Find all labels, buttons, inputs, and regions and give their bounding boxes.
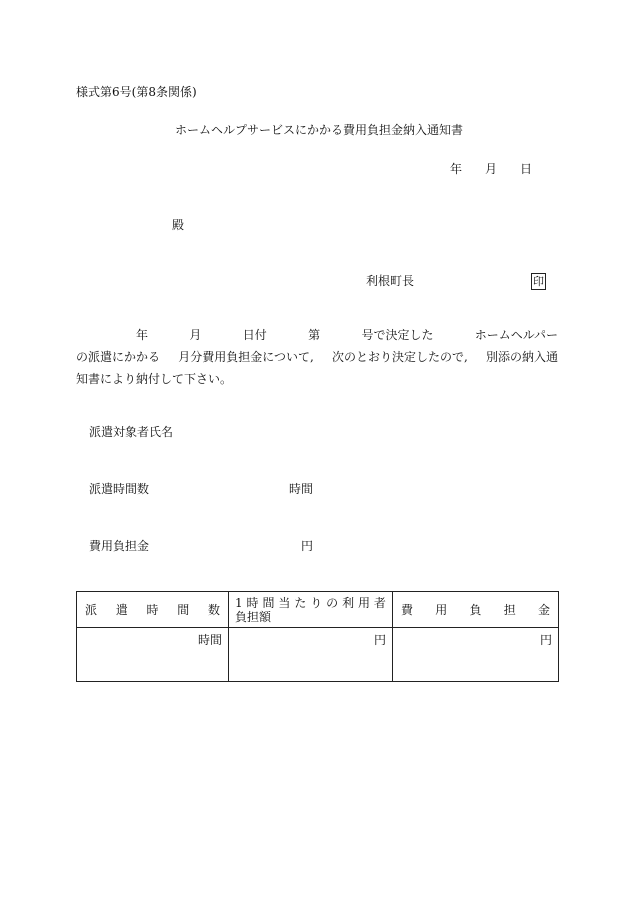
issuer-title: 利根町長	[366, 274, 415, 288]
fee-label: 費用負担金	[89, 539, 150, 553]
body-helper: ホームヘルパー	[474, 328, 558, 342]
fee-unit: 円	[301, 539, 314, 553]
fee-table	[76, 591, 559, 682]
fee-table-value-row	[77, 628, 559, 682]
seal-box: 印	[533, 275, 544, 288]
body-paragraph	[76, 324, 558, 390]
header-hourly-user-charge: 1 時 間 当 た り の 利 用 者 負担額	[229, 592, 393, 628]
dispatch-hours-unit: 時間	[289, 482, 314, 496]
body-number-prefix: 第	[308, 328, 321, 342]
cell-hours: 時間	[77, 628, 229, 682]
issue-date	[450, 161, 532, 177]
date-year: 年	[450, 162, 463, 176]
body-month: 月	[189, 328, 202, 342]
body-attached: 別添の納入通	[485, 350, 558, 364]
body-year: 年	[136, 328, 149, 342]
header-fee-amount: 費 用 負 担 金	[393, 592, 559, 628]
body-line-2	[76, 346, 558, 368]
body-payment-request: 知書により納付して下さい。	[76, 372, 233, 386]
body-decision: 次のとおり決定したので,	[331, 350, 468, 364]
seal-mark	[531, 273, 546, 290]
header-dispatch-hours: 派 遣 時 間 数	[77, 592, 229, 628]
fee-table-header-row	[77, 592, 559, 628]
addressee-suffix: 殿	[172, 218, 185, 232]
dispatch-hours-label: 派遣時間数	[89, 482, 150, 496]
cell-fee-amount: 円	[393, 628, 559, 682]
body-monthly-fee: 月分費用負担金について,	[178, 350, 314, 364]
cell-hourly-charge: 円	[229, 628, 393, 682]
body-dated: 日付	[242, 328, 267, 342]
body-dispatch: の派遣にかかる	[76, 350, 161, 364]
form-number: 様式第6号(第8条関係)	[76, 85, 197, 99]
date-month: 月	[484, 162, 497, 176]
body-line-1	[76, 324, 558, 346]
document-title: ホームヘルプサービスにかかる費用負担金納入通知書	[175, 123, 464, 137]
recipient-name-label: 派遣対象者氏名	[89, 425, 174, 439]
date-day: 日	[519, 162, 532, 176]
body-decided: 号で決定した	[361, 328, 434, 342]
body-line-3	[76, 368, 558, 390]
